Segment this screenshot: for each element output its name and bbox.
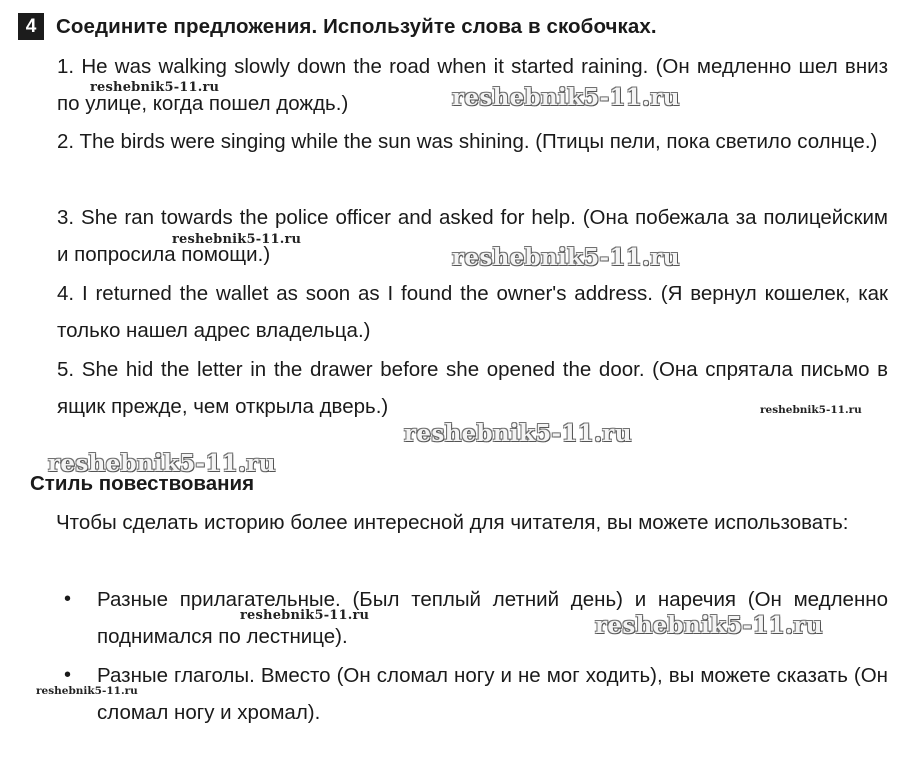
- item-number: 5.: [57, 358, 75, 381]
- task-title: Соедините предложения. Используйте слова в скобочках.: [56, 15, 657, 38]
- bullet-text: Разные глаголы. Вместо (Он сломал ногу и не мог ходить), вы можете сказать (Он сломал ногу и хромал).: [97, 664, 888, 724]
- list-item: [57, 123, 888, 160]
- item-text: He was walking slowly down the road when it started raining. (Он медленно шел вниз по улице, когда пошел дождь.): [57, 55, 888, 115]
- watermark: reshebnik5-11.ru: [48, 450, 276, 477]
- watermark: reshebnik5-11.ru: [595, 612, 823, 639]
- section-intro: Чтобы сделать историю более интересной для читателя, вы можете использовать:: [56, 511, 849, 534]
- item-text: She ran towards the police officer and asked for help. (Она побежала за полицейским и попросила помощи.): [57, 206, 888, 266]
- item-number: 3.: [57, 206, 75, 229]
- task-number-badge: 4: [18, 13, 44, 40]
- bullet-icon: •: [64, 664, 72, 686]
- watermark: reshebnik5-11.ru: [452, 244, 680, 271]
- item-number: 2.: [57, 130, 75, 153]
- watermark: reshebnik5-11.ru: [90, 80, 220, 95]
- bullet-item: [64, 657, 888, 731]
- watermark: reshebnik5-11.ru: [760, 404, 862, 416]
- watermark: reshebnik5-11.ru: [172, 232, 302, 247]
- bullet-icon: •: [64, 588, 72, 610]
- watermark: reshebnik5-11.ru: [240, 608, 370, 623]
- list-item: [57, 275, 888, 349]
- bullet-text: Разные прилагательные. (Был теплый летний день) и наречия (Он медленно поднимался по лестнице).: [97, 588, 888, 648]
- watermark: reshebnik5-11.ru: [452, 84, 680, 111]
- item-text: She hid the letter in the drawer before she opened the door. (Она спрятала письмо в ящик прежде, чем открыла дверь.): [57, 358, 888, 418]
- item-text: The birds were singing while the sun was shining. (Птицы пели, пока светило солнце.): [79, 130, 878, 153]
- watermark: reshebnik5-11.ru: [404, 420, 632, 447]
- section-title: Стиль повествования: [30, 472, 255, 495]
- watermark: reshebnik5-11.ru: [36, 685, 138, 697]
- item-number: 4.: [57, 282, 75, 305]
- item-text: I returned the wallet as soon as I found the owner's address. (Я вернул кошелек, как только нашел адрес владельца.): [57, 282, 888, 342]
- item-number: 1.: [57, 55, 75, 78]
